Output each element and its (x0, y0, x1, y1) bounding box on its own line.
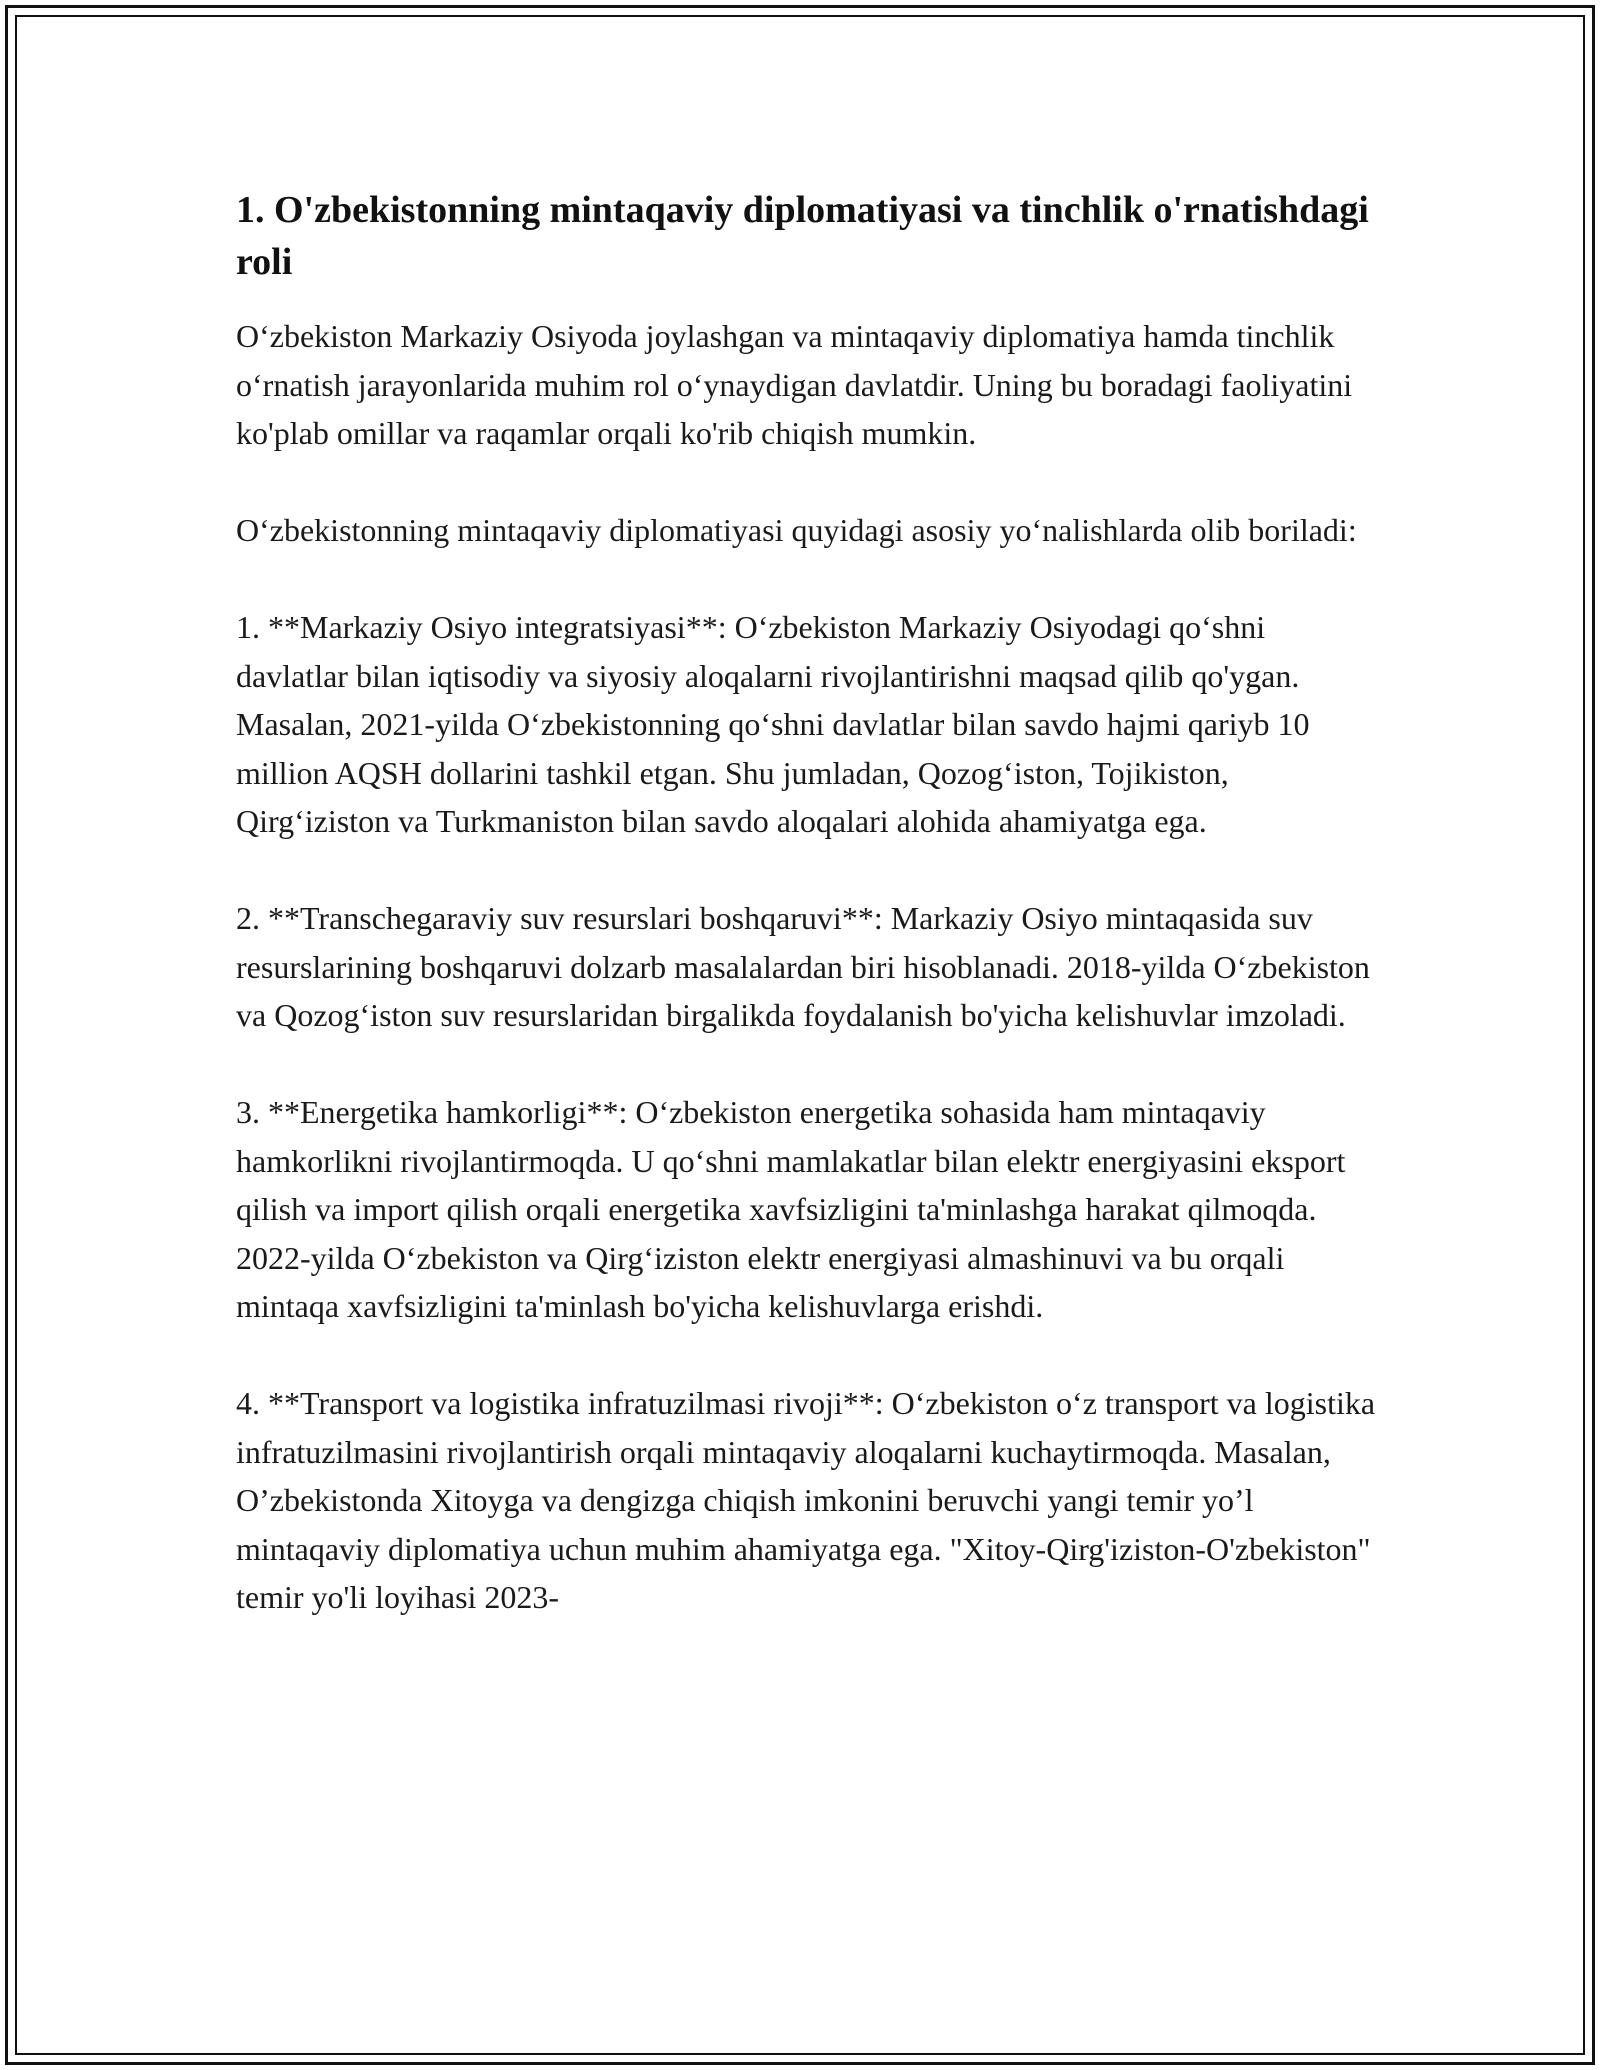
list-item-central-asia-integration: 1. **Markaziy Osiyo integratsiyasi**: O‘zbekiston Markaziy Osiyodagi qo‘shni davlatlar bilan iqtisodiy va siyosiy aloqalarni rivojlantirishni maqsad qilib qo'ygan. Masalan, 2021-yilda O‘zbekistonning qo‘shni davlatlar bilan savdo hajmi qariyb 10 million AQSH dollarini tashkil etgan. Shu jumladan, Qozog‘iston, Tojikiston, Qirg‘iziston va Turkmaniston bilan savdo aloqalari alohida ahamiyatga ega. (236, 609, 1310, 839)
directions-intro-paragraph: O‘zbekistonning mintaqaviy diplomatiyasi quyidagi asosiy yo‘nalishlarda olib boriladi: (236, 512, 1357, 548)
list-item-energy-cooperation: 3. **Energetika hamkorligi**: O‘zbekiston energetika sohasida ham mintaqaviy hamkorlikni rivojlantirmoqda. U qo‘shni mamlakatlar bilan elektr energiyasini eksport qilish va import qilish orqali energetika xavfsizligini ta'minlashga harakat qilmoqda. 2022-yilda O‘zbekiston va Qirg‘iziston elektr energiyasi almashinuvi va bu orqali mintaqa xavfsizligini ta'minlash bo'yicha kelishuvlarga erishdi. (236, 1094, 1346, 1324)
section-heading: 1. O'zbekistonning mintaqaviy diplomatiyasi va tinchlik o'rnatishdagi roli (236, 189, 1369, 283)
intro-paragraph: O‘zbekiston Markaziy Osiyoda joylashgan va mintaqaviy diplomatiya hamda tinchlik o‘rnatish jarayonlarida muhim rol o‘ynaydigan davlatdir. Uning bu boradagi faoliyatini ko'plab omillar va raqamlar orqali ko'rib chiqish mumkin. (236, 318, 1353, 451)
document-body (236, 184, 1376, 1622)
list-item-water-resources: 2. **Transchegaraviy suv resurslari boshqaruvi**: Markaziy Osiyo mintaqasida suv resurslarining boshqaruvi dolzarb masalalardan biri hisoblanadi. 2018-yilda O‘zbekiston va Qozog‘iston suv resurslaridan birgalikda foydalanish bo'yicha kelishuvlar imzoladi. (236, 900, 1370, 1033)
list-item-transport-logistics: 4. **Transport va logistika infratuzilmasi rivoji**: O‘zbekiston o‘z transport va logistika infratuzilmasini rivojlantirish orqali mintaqaviy aloqalarni kuchaytirmoqda. Masalan, O’zbekistonda Xitoyga va dengizga chiqish imkonini beruvchi yangi temir yo’l mintaqaviy diplomatiya uchun muhim ahamiyatga ega. "Xitoy-Qirg'iziston-O'zbekiston" temir yo'li loyihasi 2023- (236, 1385, 1376, 1615)
